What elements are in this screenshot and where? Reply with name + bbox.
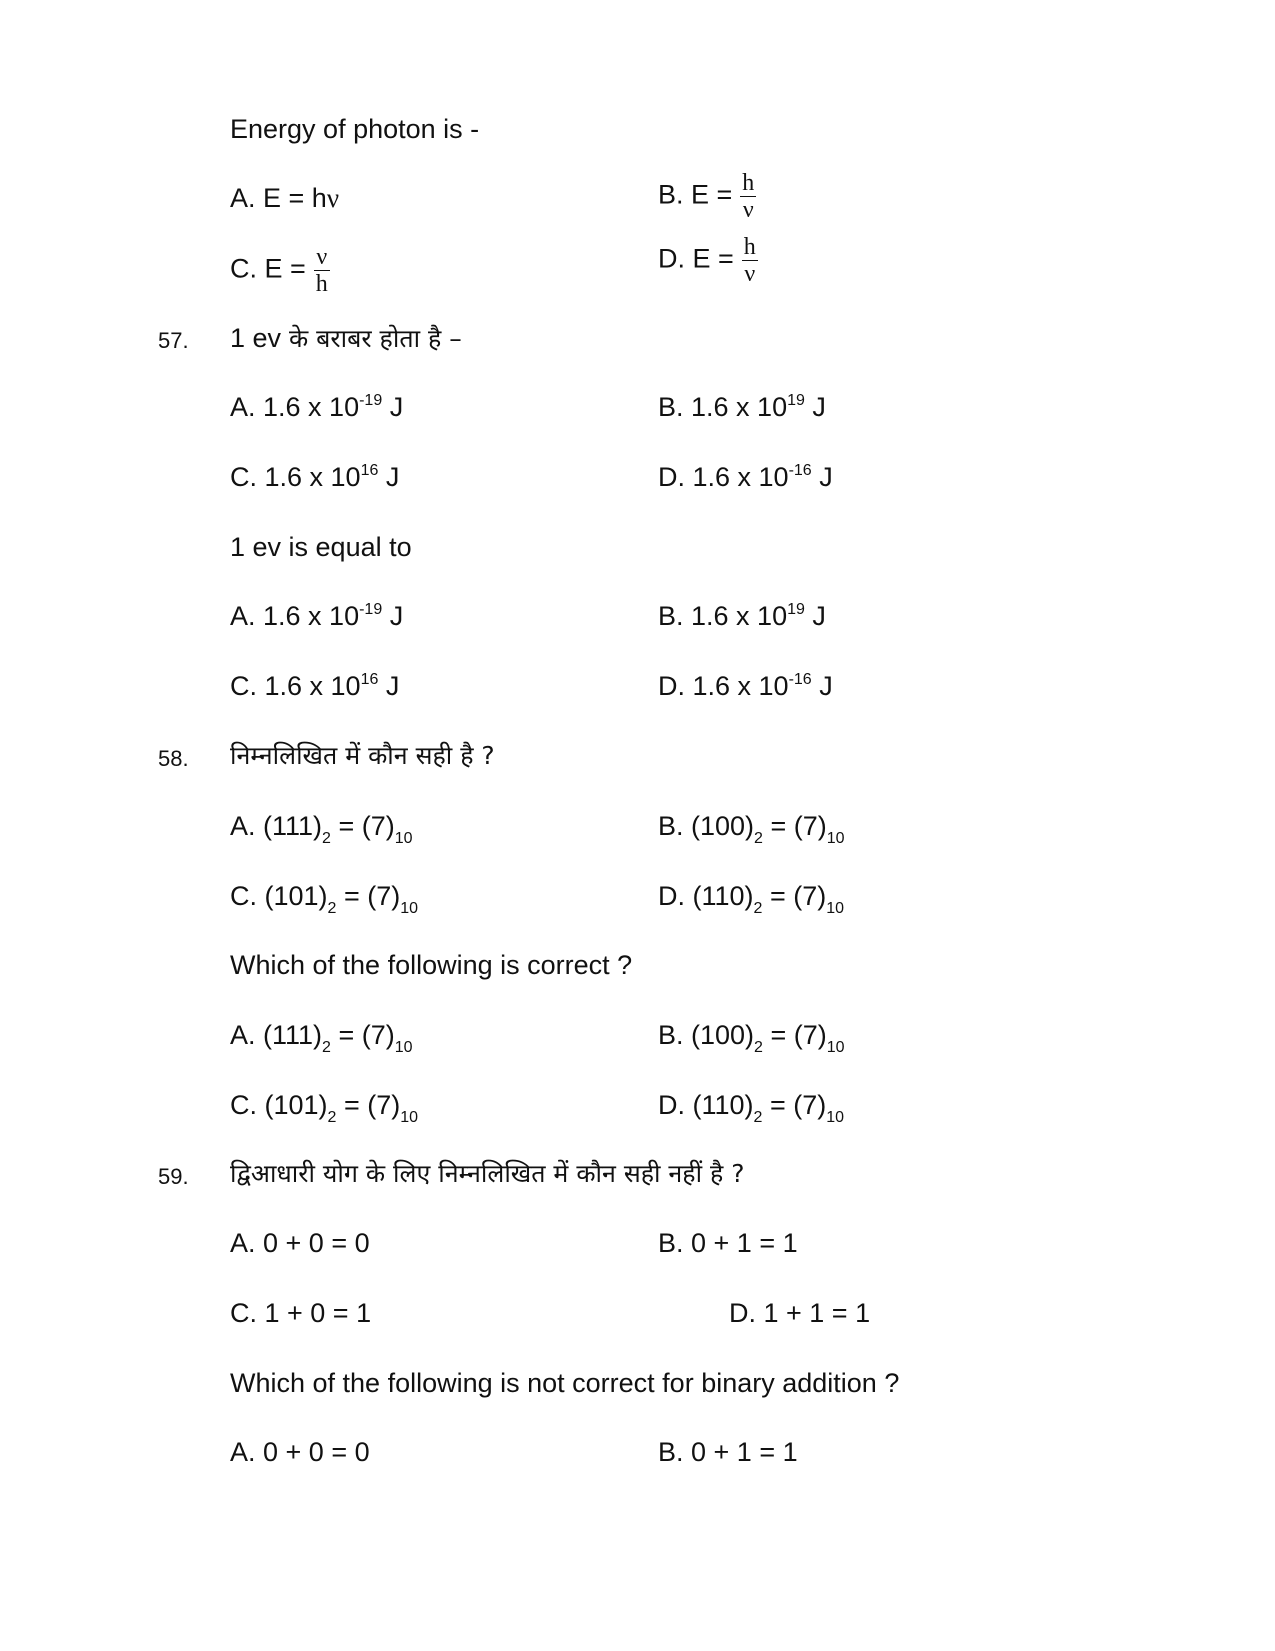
q58-en-option-d: D. $(110)_2 = (7)_{10}$ <box>658 1090 845 1126</box>
q59-question-en: Which of the following is not correct for binary addition ? <box>230 1368 900 1398</box>
q56-option-a-text: A. E = h <box>230 183 327 213</box>
q57-hi-option-a: A. 1.6 x $10^{-19}$ J <box>230 392 404 422</box>
q58-question-hi: निम्नलिखित में कौन सही है ? <box>230 741 495 770</box>
q57-en-option-d: D. 1.6 x $10^{-16}$ J <box>658 671 833 701</box>
q56-option-b <box>658 170 756 223</box>
q59-question-hi: द्विआधारी योग के लिए निम्नलिखित में कौन सही नहीं है ? <box>230 1159 745 1188</box>
q59-number: 59. <box>158 1164 189 1189</box>
q56-option-c-denominator: h <box>315 271 328 297</box>
q57-question-hi-lead: 1 ev <box>230 323 282 353</box>
q57-hi-option-c: C. 1.6 x $10^{16}$ J <box>230 462 400 492</box>
q57-question-hi-text: के बराबर होता है – <box>281 324 462 353</box>
q56-option-b-text: B. E = <box>658 179 733 210</box>
q56-option-d <box>658 234 758 287</box>
q57-en-option-c: C. 1.6 x $10^{16}$ J <box>230 671 400 701</box>
q57-en-option-a: A. 1.6 x $10^{-19}$ J <box>230 601 404 631</box>
q58-hi-option-c: C. $(101)_2 = (7)_{10}$ <box>230 881 419 917</box>
q56-option-d-numerator: h <box>743 234 756 260</box>
q56-option-b-numerator: h <box>742 170 755 196</box>
q58-number: 58. <box>158 746 189 771</box>
q58-en-option-b: B. $(100)_2 = (7)_{10}$ <box>658 1020 845 1056</box>
q56-option-d-fraction <box>742 234 758 287</box>
q58-en-option-c: C. $(101)_2 = (7)_{10}$ <box>230 1090 419 1126</box>
q56-question-en: Energy of photon is - <box>230 114 480 144</box>
q58-question-en: Which of the following is correct ? <box>230 950 633 980</box>
q58-hi-option-d: D. $(110)_2 = (7)_{10}$ <box>658 881 845 917</box>
q56-option-d-text: D. E = <box>658 243 734 274</box>
q59-hi-option-c: C. 1 + 0 = 1 <box>230 1298 372 1328</box>
q59-hi-option-d: D. 1 + 1 = 1 <box>729 1298 871 1328</box>
q58-hi-option-b: B. $(100)_2 = (7)_{10}$ <box>658 811 845 847</box>
q58-hi-option-a: A. $(111)_2 = (7)_{10}$ <box>230 811 413 847</box>
q59-hi-option-b: B. 0 + 1 = 1 <box>658 1228 798 1258</box>
q56-option-c-numerator: ν <box>314 244 330 271</box>
q57-hi-option-b: B. 1.6 x $10^{19}$ J <box>658 392 826 422</box>
q56-option-c-fraction <box>314 244 330 297</box>
q57-question-hi <box>230 322 462 355</box>
q59-hi-option-a: A. 0 + 0 = 0 <box>230 1228 370 1258</box>
q56-option-a-nu: ν <box>326 183 340 213</box>
q56-option-b-denominator: ν <box>742 197 754 223</box>
q56-option-a <box>230 182 339 214</box>
q58-en-option-a: A. $(111)_2 = (7)_{10}$ <box>230 1020 413 1056</box>
q57-en-option-b: B. 1.6 x $10^{19}$ J <box>658 601 826 631</box>
q56-option-b-fraction <box>740 170 756 223</box>
q57-hi-option-d: D. 1.6 x $10^{-16}$ J <box>658 462 833 492</box>
q56-option-c-text: C. E = <box>230 253 306 284</box>
q57-question-en: 1 ev is equal to <box>230 532 412 562</box>
q56-option-d-denominator: ν <box>744 261 756 287</box>
q59-en-option-b: B. 0 + 1 = 1 <box>658 1437 798 1467</box>
q57-number: 57. <box>158 328 189 353</box>
q56-option-c <box>230 244 330 297</box>
q59-en-option-a: A. 0 + 0 = 0 <box>230 1437 370 1467</box>
